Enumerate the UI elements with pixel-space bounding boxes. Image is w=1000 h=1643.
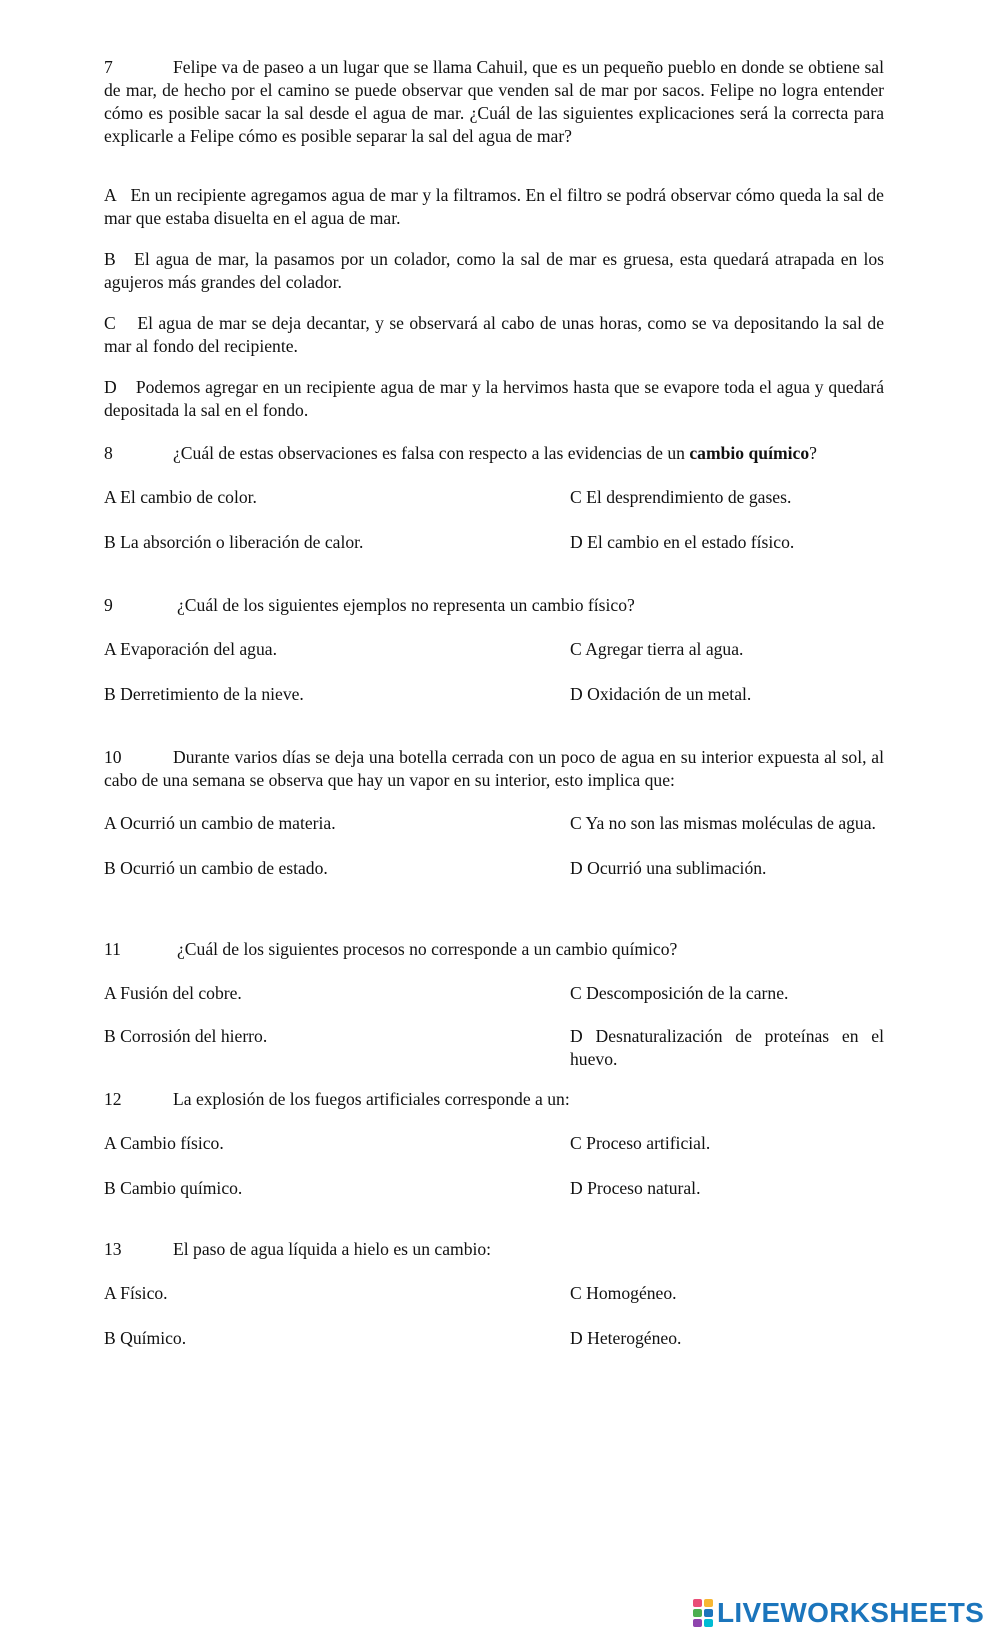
question-text — [104, 1238, 884, 1261]
q10-option-c[interactable]: C Ya no son las mismas moléculas de agua. — [570, 813, 876, 833]
q12-option-d[interactable]: D Proceso natural. — [570, 1178, 701, 1198]
question-text — [104, 56, 884, 148]
q10-option-b[interactable]: B Ocurrió un cambio de estado. — [104, 858, 328, 878]
q10-options — [104, 812, 884, 880]
q9-option-c[interactable]: C Agregar tierra al agua. — [570, 639, 744, 659]
question-text — [104, 1088, 884, 1111]
q9-option-b[interactable]: B Derretimiento de la nieve. — [104, 684, 304, 704]
option-text: Podemos agregar en un recipiente agua de mar y la hervimos hasta que se evapore toda el agua y quedará depositada la sal en el fondo. — [104, 377, 885, 420]
q11-option-a[interactable]: A Fusión del cobre. — [104, 983, 242, 1003]
logo-square — [704, 1599, 713, 1607]
question-number: 10 — [104, 747, 122, 767]
q11-option-b[interactable]: B Corrosión del hierro. — [104, 1026, 268, 1046]
question-number: 9 — [104, 595, 113, 615]
logo-square — [693, 1599, 702, 1607]
question-body-end: ? — [809, 443, 817, 463]
q8-option-b[interactable]: B La absorción o liberación de calor. — [104, 532, 364, 552]
question-text — [104, 746, 884, 792]
question-9 — [104, 594, 884, 617]
logo-square — [693, 1619, 702, 1627]
question-bold-term: cambio químico — [689, 443, 810, 463]
question-text — [104, 442, 884, 465]
q12-options — [104, 1132, 884, 1200]
q11-option-d[interactable]: D Desnaturalización de proteínas en el huevo. — [570, 1026, 884, 1069]
option-letter: C — [104, 313, 116, 333]
q9-option-d[interactable]: D Oxidación de un metal. — [570, 684, 752, 704]
option-text: El agua de mar se deja decantar, y se observará al cabo de unas horas, como se va depositando la sal de mar al fondo del recipiente. — [104, 313, 885, 356]
q8-option-d[interactable]: D El cambio en el estado físico. — [570, 532, 795, 552]
question-body: ¿Cuál de los siguientes ejemplos no representa un cambio físico? — [177, 595, 635, 615]
q9-option-a[interactable]: A Evaporación del agua. — [104, 639, 277, 659]
logo-square — [693, 1609, 702, 1617]
question-13 — [104, 1238, 884, 1261]
question-8 — [104, 442, 884, 465]
q10-option-a[interactable]: A Ocurrió un cambio de materia. — [104, 813, 336, 833]
q10-option-d[interactable]: D Ocurrió una sublimación. — [570, 858, 767, 878]
question-body: Felipe va de paseo a un lugar que se llama Cahuil, que es un pequeño pueblo en donde se obtiene sal de mar, de hecho por el camino se puede observar que venden sal de mar por sacos. Felipe no logra entender cómo es posible sacar la sal desde el agua de mar. ¿Cuál de las siguientes explicaciones será la correcta para explicarle a Felipe cómo es posible separar la sal del agua de mar? — [104, 57, 884, 146]
q11-option-c[interactable]: C Descomposición de la carne. — [570, 983, 789, 1003]
q12-option-b[interactable]: B Cambio químico. — [104, 1178, 243, 1198]
question-7 — [104, 56, 884, 148]
liveworksheets-logo — [693, 1596, 984, 1630]
question-12 — [104, 1088, 884, 1111]
logo-square — [704, 1619, 713, 1627]
q8-options — [104, 486, 884, 554]
liveworksheets-mark-icon — [693, 1599, 713, 1627]
question-text — [104, 594, 884, 617]
question-number: 13 — [104, 1239, 122, 1259]
question-number: 8 — [104, 443, 113, 463]
question-10 — [104, 746, 884, 792]
q13-option-a[interactable]: A Físico. — [104, 1283, 168, 1303]
q11-options — [104, 982, 884, 1071]
q7-option-c[interactable] — [104, 312, 884, 358]
q7-option-a[interactable] — [104, 184, 884, 230]
question-number: 12 — [104, 1089, 122, 1109]
question-number: 7 — [104, 57, 113, 77]
question-11 — [104, 938, 884, 961]
q7-option-d[interactable] — [104, 376, 884, 422]
q12-option-a[interactable]: A Cambio físico. — [104, 1133, 224, 1153]
option-letter: D — [104, 377, 117, 397]
option-letter: A — [104, 185, 117, 205]
question-body: El paso de agua líquida a hielo es un cambio: — [173, 1239, 492, 1259]
brand-name: LIVEWORKSHEETS — [717, 1597, 985, 1628]
question-body: La explosión de los fuegos artificiales corresponde a un: — [173, 1089, 570, 1109]
q8-option-a[interactable]: A El cambio de color. — [104, 487, 257, 507]
question-body: Durante varios días se deja una botella cerrada con un poco de agua en su interior expuesta al sol, al cabo de una semana se observa que hay un vapor en su interior, esto implica que: — [104, 747, 884, 790]
q13-option-b[interactable]: B Químico. — [104, 1328, 187, 1348]
option-text: En un recipiente agregamos agua de mar y la filtramos. En el filtro se podrá observar cómo queda la sal de mar que estaba disuelta en el agua de mar. — [104, 185, 884, 228]
question-number: 11 — [104, 939, 121, 959]
q13-option-d[interactable]: D Heterogéneo. — [570, 1328, 682, 1348]
q7-option-b[interactable] — [104, 248, 884, 294]
q12-option-c[interactable]: C Proceso artificial. — [570, 1133, 711, 1153]
option-text: El agua de mar, la pasamos por un colador, como la sal de mar es gruesa, esta quedará atrapada en los agujeros más grandes del colador. — [104, 249, 884, 292]
question-body: ¿Cuál de estas observaciones es falsa con respecto a las evidencias de un — [173, 443, 690, 463]
question-body: ¿Cuál de los siguientes procesos no corresponde a un cambio químico? — [177, 939, 678, 959]
q13-option-c[interactable]: C Homogéneo. — [570, 1283, 677, 1303]
option-letter: B — [104, 249, 116, 269]
q9-options — [104, 638, 884, 706]
q13-options — [104, 1282, 884, 1350]
q8-option-c[interactable]: C El desprendimiento de gases. — [570, 487, 792, 507]
logo-square — [704, 1609, 713, 1617]
question-text — [104, 938, 884, 961]
